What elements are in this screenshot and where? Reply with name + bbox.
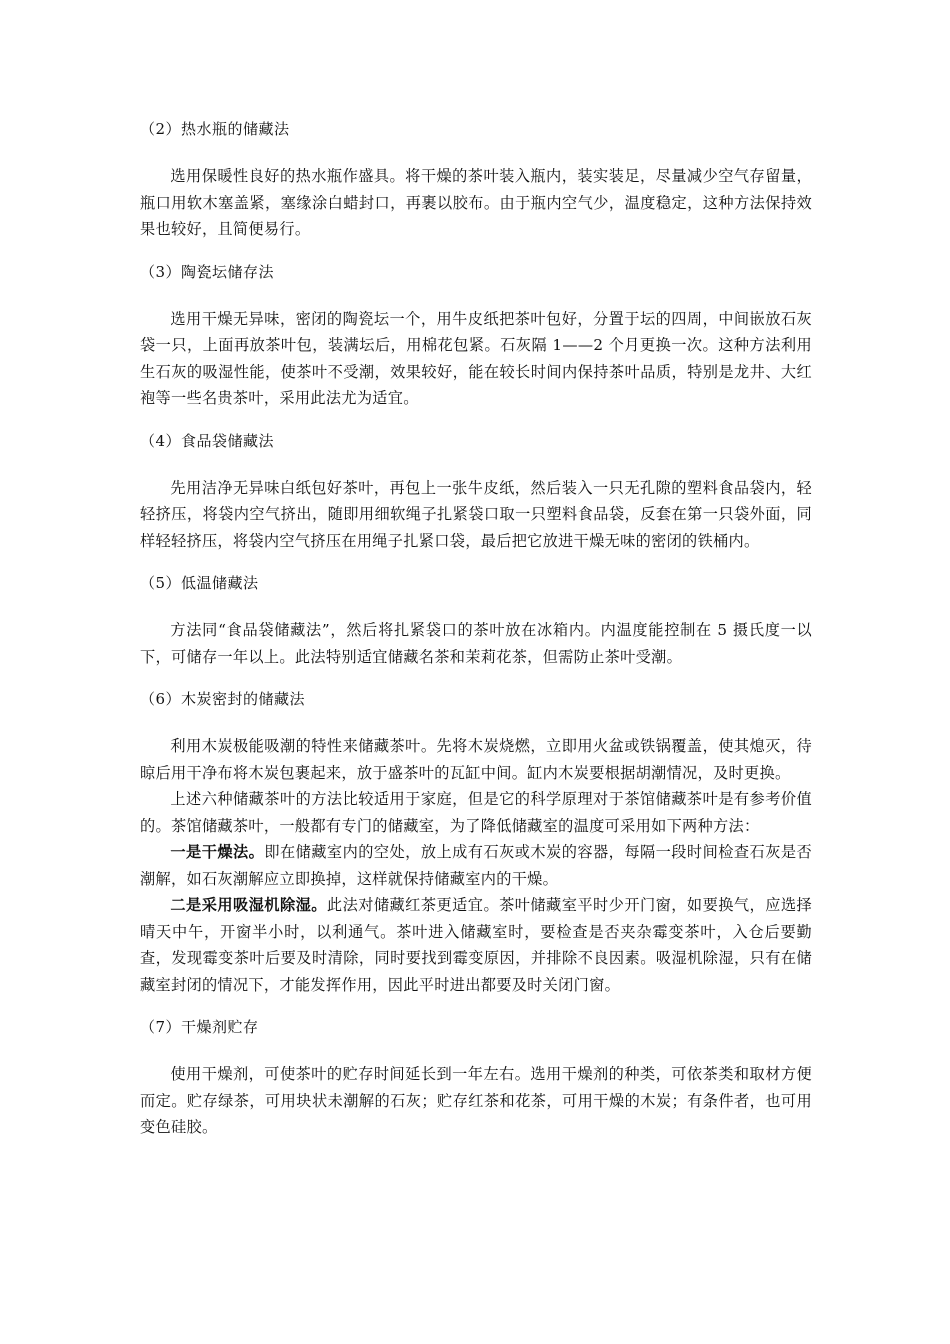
section-heading: （2）热水瓶的储藏法 <box>140 120 290 138</box>
section-heading: （4）食品袋储藏法 <box>140 431 275 450</box>
method-paragraph <box>140 892 812 998</box>
paragraph: 选用干燥无异味，密闭的陶瓷坛一个，用牛皮纸把茶叶包好，分置于坛的四周，中间嵌放石灰袋一只，上面再放茶叶包，装满坛后，用棉花包紧。石灰隔 1——2 个月更换一次。这种方法利用生石灰的吸湿性能，使茶叶不受潮，效果较好，能在较长时间内保持茶叶品质，特别是龙井、大红袍等一些名贵茶叶，采用此法尤为适宜。 <box>140 309 812 407</box>
paragraph: 方法同“食品袋储藏法”，然后将扎紧袋口的茶叶放在冰箱内。内温度能控制在 5 摄氏度一以下，可储存一年以上。此法特别适宜储藏名茶和茉莉花茶，但需防止茶叶受潮。 <box>140 621 812 666</box>
paragraph: 利用木炭极能吸潮的特性来储藏茶叶。先将木炭烧燃，立即用火盆或铁锅覆盖，使其熄灭，待晾后用干净布将木炭包裹起来，放于盛茶叶的瓦缸中间。缸内木炭要根据胡潮情况，及时更换。 <box>140 737 812 782</box>
document-body <box>140 118 812 1157</box>
section-heading: （7）干燥剂贮存 <box>140 1018 259 1036</box>
method-paragraph <box>140 839 812 892</box>
section-heading: （5）低温储藏法 <box>140 574 259 592</box>
section-heading: （3）陶瓷坛储存法 <box>140 262 275 281</box>
method-title: 二是采用吸湿机除湿。 <box>170 896 327 914</box>
method-text: 即在储藏室内的空处，放上成有石灰或木炭的容器，每隔一段时间检查石灰是否潮解，如石灰潮解应立即换掉，这样就保持储藏室内的干燥。 <box>140 843 812 888</box>
section-heading: （6）木炭密封的储藏法 <box>140 690 306 708</box>
paragraph: 先用洁净无异味白纸包好茶叶，再包上一张牛皮纸，然后装入一只无孔隙的塑料食品袋内，轻轻挤压，将袋内空气挤出，随即用细软绳子扎紧袋口取一只塑料食品袋，反套在第一只袋外面，同样轻轻挤压，将袋内空气挤压在用绳子扎紧口袋，最后把它放进干燥无味的密闭的铁桶内。 <box>140 478 812 550</box>
paragraph: 选用保暖性良好的热水瓶作盛具。将干燥的茶叶装入瓶内，装实装足，尽量减少空气存留量，瓶口用软木塞盖紧，塞缘涂白蜡封口，再裹以胶布。由于瓶内空气少，温度稳定，这种方法保持效果也较好，且简便易行。 <box>140 167 812 238</box>
paragraph: 上述六种储藏茶叶的方法比较适用于家庭，但是它的科学原理对于茶馆储藏茶叶是有参考价值的。茶馆储藏茶叶，一般都有专门的储藏室，为了降低储藏室的温度可采用如下两种方法： <box>140 790 812 835</box>
paragraph: 使用干燥剂，可使茶叶的贮存时间延长到一年左右。选用干燥剂的种类，可依茶类和取材方便而定。贮存绿茶，可用块状未潮解的石灰；贮存红茶和花茶，可用干燥的木炭；有条件者，也可用变色硅胶。 <box>140 1065 812 1136</box>
method-title: 一是干燥法。 <box>170 843 265 861</box>
method-text: 此法对储藏红茶更适宜。茶叶储藏室平时少开门窗，如要换气，应选择晴天中午，开窗半小时，以利通气。茶叶进入储藏室时，要检查是否夹杂霉变茶叶，入仓后要勤查，发现霉变茶叶后要及时清除，同时要找到霉变原因，并排除不良因素。吸湿机除湿，只有在储藏室封闭的情况下，才能发挥作用，因此平时进出都要及时关闭门窗。 <box>140 896 812 994</box>
